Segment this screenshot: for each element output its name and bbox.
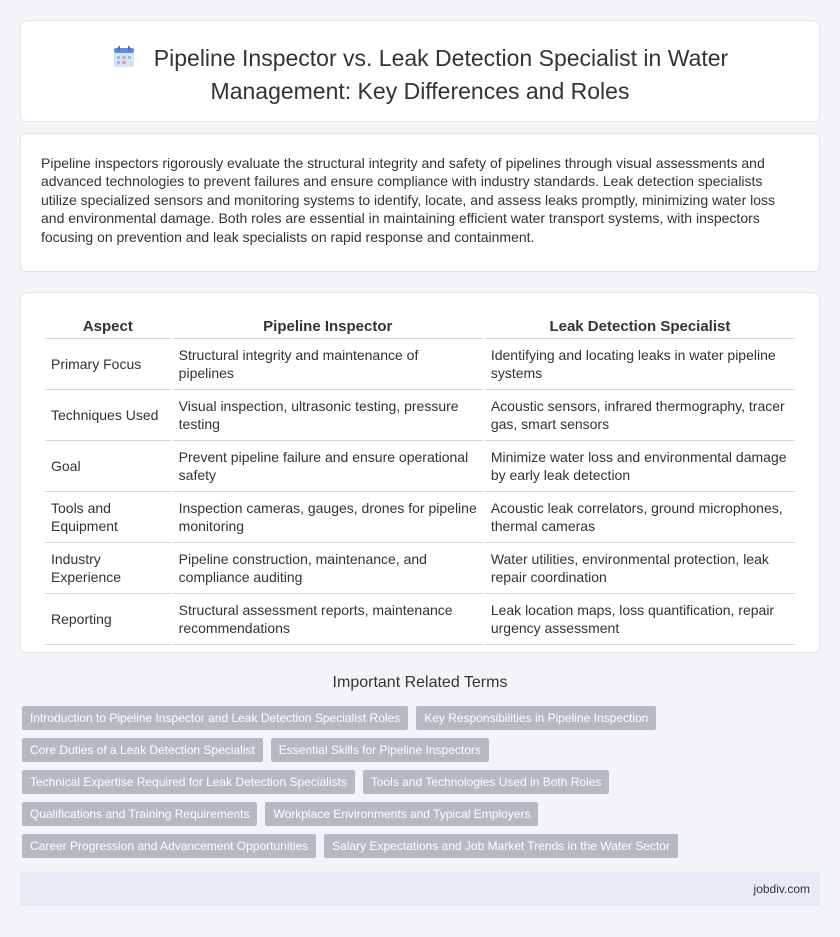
row-leak-detection-specialist: Identifying and locating leaks in water pipeline systems: [485, 339, 795, 390]
table-row: [45, 339, 795, 390]
title-card: [20, 20, 820, 122]
related-term-tag[interactable]: Salary Expectations and Job Market Trends in the Water Sector: [324, 834, 678, 858]
header-pipeline-inspector: Pipeline Inspector: [173, 311, 483, 339]
row-aspect: Goal: [45, 441, 171, 492]
page-title-text: Pipeline Inspector vs. Leak Detection Specialist in Water Management: Key Differences and Roles: [153, 45, 729, 104]
comparison-table: [43, 311, 797, 645]
row-pipeline-inspector: Structural assessment reports, maintenance recommendations: [173, 594, 483, 645]
related-term-tag[interactable]: Essential Skills for Pipeline Inspectors: [271, 738, 489, 762]
row-aspect: Primary Focus: [45, 339, 171, 390]
footer: [20, 872, 820, 906]
table-header-row: [45, 311, 795, 339]
related-term-tag[interactable]: Technical Expertise Required for Leak Detection Specialists: [22, 770, 355, 794]
row-pipeline-inspector: Inspection cameras, gauges, drones for pipeline monitoring: [173, 492, 483, 543]
comparison-table-card: [20, 292, 820, 653]
row-pipeline-inspector: Structural integrity and maintenance of pipelines: [173, 339, 483, 390]
page-title: [61, 43, 779, 106]
row-pipeline-inspector: Visual inspection, ultrasonic testing, pressure testing: [173, 390, 483, 441]
related-term-tag[interactable]: Core Duties of a Leak Detection Specialist: [22, 738, 263, 762]
related-term-tag[interactable]: Qualifications and Training Requirements: [22, 802, 257, 826]
table-row: [45, 390, 795, 441]
row-leak-detection-specialist: Acoustic sensors, infrared thermography, tracer gas, smart sensors: [485, 390, 795, 441]
header-leak-detection-specialist: Leak Detection Specialist: [485, 311, 795, 339]
document-icon: [112, 45, 136, 76]
table-row: [45, 594, 795, 645]
table-row: [45, 543, 795, 594]
row-aspect: Techniques Used: [45, 390, 171, 441]
row-aspect: Reporting: [45, 594, 171, 645]
row-leak-detection-specialist: Leak location maps, loss quantification, repair urgency assessment: [485, 594, 795, 645]
related-term-tag[interactable]: Workplace Environments and Typical Employers: [265, 802, 538, 826]
row-leak-detection-specialist: Acoustic leak correlators, ground microphones, thermal cameras: [485, 492, 795, 543]
intro-paragraph: Pipeline inspectors rigorously evaluate the structural integrity and safety of pipelines through visual assessments and advanced technologies to prevent failures and ensure compliance with industry standards. Leak detection specialists utilize specialized sensors and monitoring systems to identify, locate, and assess leaks promptly, minimizing water loss and environmental damage. Both roles are essential in maintaining efficient water transport systems, with inspectors focusing on prevention and leak specialists on rapid response and containment.: [41, 155, 776, 245]
related-term-tag[interactable]: Tools and Technologies Used in Both Roles: [363, 770, 610, 794]
related-term-tag[interactable]: Introduction to Pipeline Inspector and Leak Detection Specialist Roles: [22, 706, 408, 730]
row-pipeline-inspector: Pipeline construction, maintenance, and compliance auditing: [173, 543, 483, 594]
footer-site-link[interactable]: jobdiv.com: [753, 882, 810, 896]
row-leak-detection-specialist: Water utilities, environmental protection, leak repair coordination: [485, 543, 795, 594]
row-leak-detection-specialist: Minimize water loss and environmental damage by early leak detection: [485, 441, 795, 492]
header-aspect: Aspect: [45, 311, 171, 339]
row-aspect: Industry Experience: [45, 543, 171, 594]
row-pipeline-inspector: Prevent pipeline failure and ensure operational safety: [173, 441, 483, 492]
related-terms-title: Important Related Terms: [332, 674, 508, 691]
intro-card: [20, 133, 820, 272]
related-term-tag[interactable]: Career Progression and Advancement Opportunities: [22, 834, 316, 858]
row-aspect: Tools and Equipment: [45, 492, 171, 543]
related-terms-list: [22, 706, 822, 866]
related-term-tag[interactable]: Key Responsibilities in Pipeline Inspection: [416, 706, 656, 730]
table-row: [45, 492, 795, 543]
table-row: [45, 441, 795, 492]
